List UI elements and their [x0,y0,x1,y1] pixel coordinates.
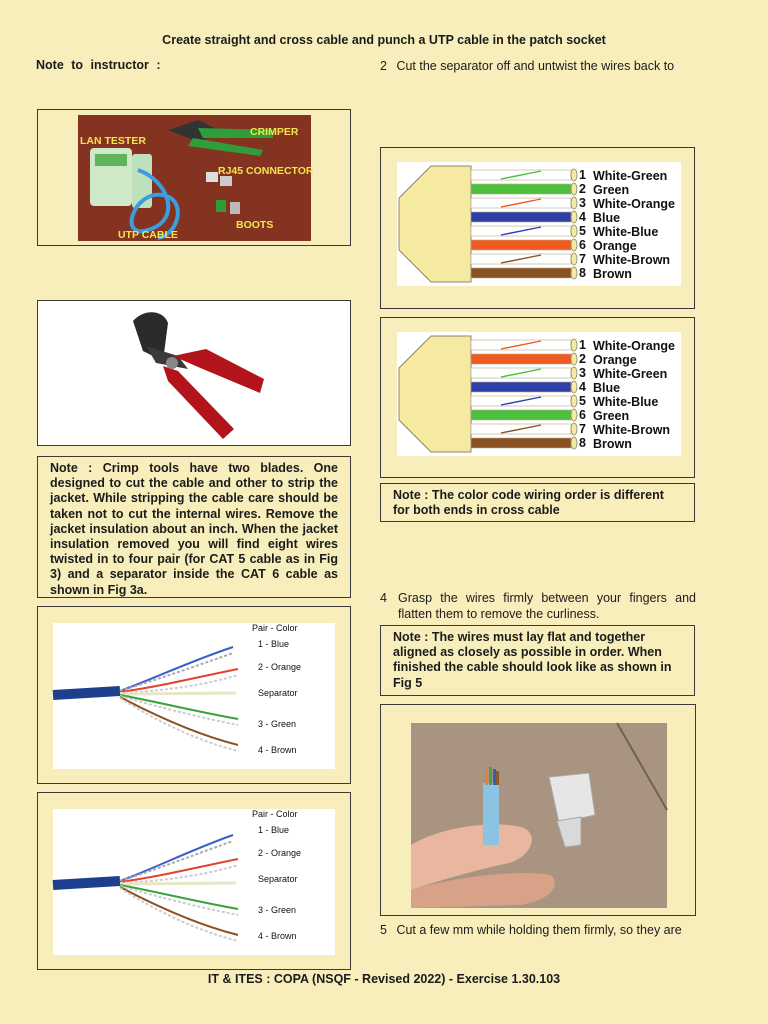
pair-a-item: 4 - Brown [258,745,297,755]
straight-wire-label: Orange [593,239,637,253]
flat-wires-note: Note : The wires must lay flat and together aligned as closely as possible in order. When finished the cable should look like as shown in Fig 5 [380,625,695,696]
tools-figure [37,109,351,246]
straight-pin [571,211,577,223]
step-4-text: Grasp the wires firmly between your fingers and flatten them to remove the curliness. [398,591,696,621]
cross-wire-label: Blue [593,381,621,395]
pair-b-header: Pair - Color [252,809,298,819]
straight-pin-number: 4 [579,210,586,224]
straight-wire [471,212,571,222]
cross-pin-number: 2 [579,352,586,366]
cross-cable-note: Note : The color code wiring order is different for both ends in cross cable [380,483,695,522]
page-title: Create straight and cross cable and punch a UTP cable in the patch socket [162,33,606,47]
step-5 [380,922,700,938]
cross-wire-label: Orange [593,353,637,367]
straight-wire [471,240,571,250]
pair-a-header: Pair - Color [252,623,298,633]
straight-pin-number: 5 [579,224,586,238]
cross-wiring-diagram [381,318,694,477]
cross-pin-number: 7 [579,422,586,436]
note-to-instructor: Note to instructor : [36,58,161,72]
cross-wire-label: Green [593,409,630,423]
straight-wire-label: White-Orange [593,197,675,211]
label-lan-tester: LAN TESTER [80,135,146,147]
straight-wiring-diagram [381,148,694,308]
straight-wire-label: White-Brown [593,253,671,267]
cross-wire [471,382,571,392]
label-crimper: CRIMPER [250,126,299,138]
straight-pin-number: 7 [579,252,586,266]
pair-figure-b [37,792,351,970]
cross-pin [571,339,577,351]
cross-pin-number: 6 [579,408,586,422]
cross-pin-number: 1 [579,338,586,352]
cross-pin [571,395,577,407]
label-utp-cable: UTP CABLE [118,229,178,241]
pair-b-item: 3 - Green [258,905,297,915]
pair-b-item: 4 - Brown [258,931,297,941]
straight-wire-label: Blue [593,211,621,225]
pair-a-item: Separator [258,688,298,698]
cross-pin-number: 5 [579,394,586,408]
straight-pin [571,267,577,279]
cross-pin [571,367,577,379]
straight-pin [571,225,577,237]
straight-pin-number: 2 [579,182,586,196]
crimp-note: Note : Crimp tools have two blades. One designed to cut the cable and other to strip the jacket. While stripping the cable care should be taken not to cut the internal wires. Remove the jacket insulation about an inch. When the jacket insulation removed you will find eight wires twisted in to four pair (for CAT 5 cable as in Fig 3) and a separator inside the CAT 6 cable as shown in Fig 3a. [37,456,351,598]
straight-pin [571,239,577,251]
pair-b-item: 2 - Orange [258,848,302,858]
page-footer: IT & ITES : COPA (NSQF - Revised 2022) - Exercise 1.30.103 [207,972,561,986]
pair-b-item: 1 - Blue [258,825,290,835]
fig5-figure [380,704,696,916]
step-2-number: 2 [380,59,387,73]
straight-wire [471,184,571,194]
crimper-photo [38,301,350,445]
cross-wire [471,354,571,364]
straight-pin [571,253,577,265]
cross-wiring-figure [380,317,695,478]
cross-wire-label: White-Brown [593,423,671,437]
cross-wire [471,410,571,420]
tools-photo [38,110,350,245]
step-2-text: Cut the separator off and untwist the wires back to [396,59,675,73]
straight-pin-number: 3 [579,196,586,210]
straight-pin [571,197,577,209]
step-4 [380,590,696,622]
step-2 [380,58,700,74]
cross-pin [571,353,577,365]
cross-wire [471,438,571,448]
straight-wire-label: White-Green [593,169,668,183]
cross-pin [571,381,577,393]
straight-pin [571,183,577,195]
straight-pin-number: 6 [579,238,586,252]
cross-pin-number: 8 [579,436,586,450]
straight-wire-label: Brown [593,267,632,281]
cross-wire-label: Brown [593,437,632,451]
pair-b-item: Separator [258,874,298,884]
cross-pin-number: 3 [579,366,586,380]
straight-wiring-figure [380,147,695,309]
pair-figure-a [37,606,351,784]
pair-photo-b [38,793,350,969]
straight-wire-label: White-Blue [593,225,659,239]
cross-pin [571,409,577,421]
crimper-figure [37,300,351,446]
cross-wire-label: White-Orange [593,339,675,353]
fig5-photo [381,705,695,915]
straight-wire [471,268,571,278]
straight-pin-number: 8 [579,266,586,280]
straight-pin [571,169,577,181]
step-5-number: 5 [380,923,387,937]
label-boots: BOOTS [236,219,274,231]
step-5-text: Cut a few mm while holding them firmly, so they are [396,923,682,937]
cross-pin-number: 4 [579,380,586,394]
pair-a-item: 1 - Blue [258,639,290,649]
cross-pin [571,437,577,449]
straight-pin-number: 1 [579,168,586,182]
cross-wire-label: White-Green [593,367,668,381]
straight-wire-label: Green [593,183,630,197]
pair-photo-a [38,607,350,783]
cross-wire-label: White-Blue [593,395,659,409]
label-rj45-connector: RJ45 CONNECTOR [218,165,314,177]
step-4-number: 4 [380,591,387,605]
pair-a-item: 3 - Green [258,719,297,729]
cross-pin [571,423,577,435]
pair-a-item: 2 - Orange [258,662,302,672]
